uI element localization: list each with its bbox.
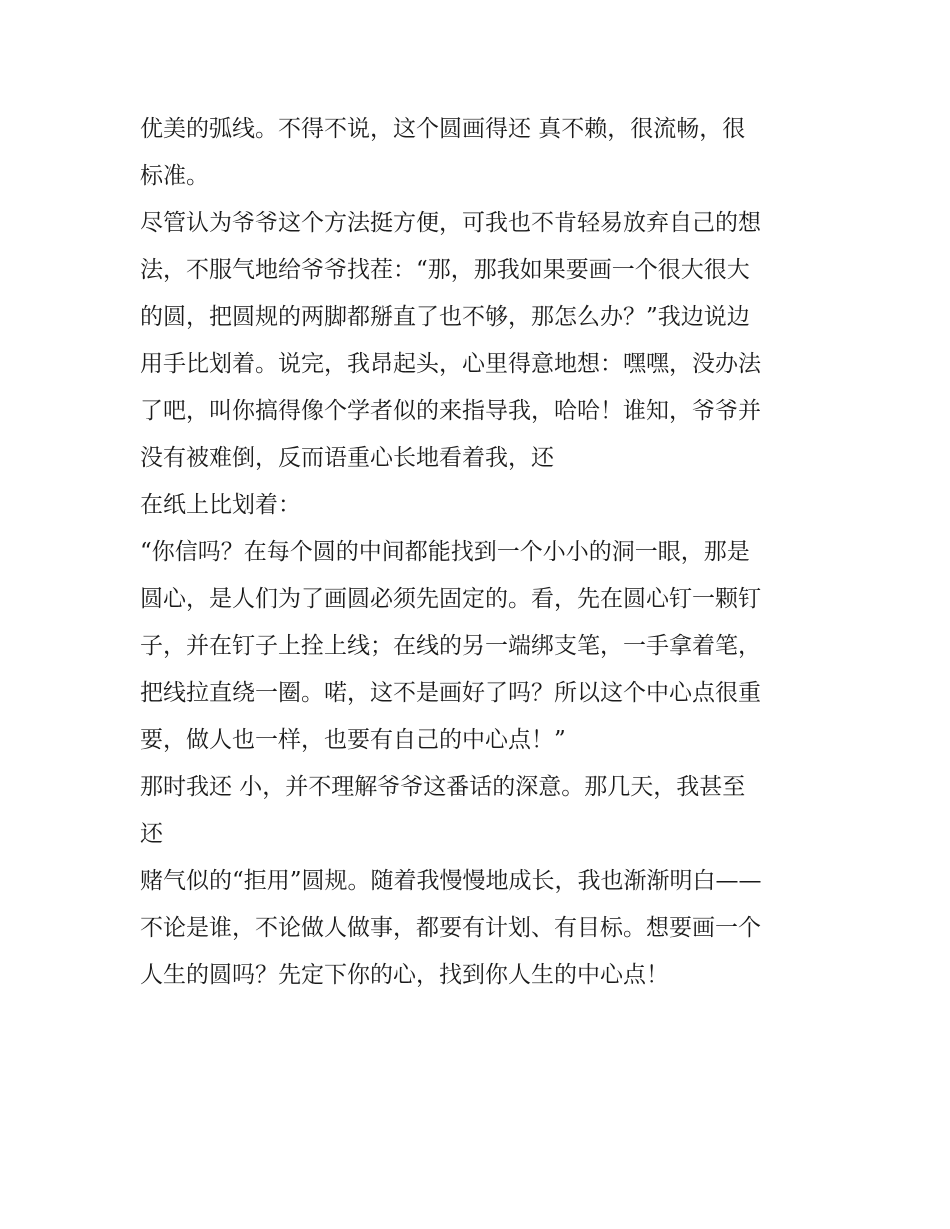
text-line-6: 用手比划着。说完，我昂起头，心里得意地想：嘿嘿，没办法 [140,351,761,377]
text-line-15: 那时我还 小，并不理解爷爷这番话的深意。那几天，我甚至 [140,774,746,800]
text-line-7: 了吧，叫你搞得像个学者似的来指导我，哈哈！谁知，爷爷并 [140,398,761,424]
text-line-1: 优美的弧线。不得不说，这个圆画得还 真不赖，很流畅，很 [140,116,746,142]
text-line-13: 把线拉直绕一圈。喏，这不是画好了吗？所以这个中心点很重 [140,680,761,706]
text-line-14: 要，做人也一样，也要有自己的中心点！” [140,727,566,753]
text-line-18: 不论是谁，不论做人做事，都要有计划、有目标。想要画一个 [140,915,761,941]
text-line-3: 尽管认为爷爷这个方法挺方便，可我也不肯轻易放弃自己的想 [140,210,761,236]
text-line-9: 在纸上比划着： [140,492,301,518]
text-line-5: 的圆，把圆规的两脚都掰直了也不够，那怎么办？”我边说边 [140,304,750,330]
text-line-19: 人生的圆吗？先定下你的心，找到你人生的中心点！ [140,962,669,988]
text-line-2: 标准。 [140,163,209,189]
text-line-12: 子，并在钉子上拴上线；在线的另一端绑支笔，一手拿着笔， [140,633,761,659]
text-line-17: 赌气似的“拒用”圆规。随着我慢慢地成长，我也渐渐明白—— [140,868,762,894]
body-text [140,106,820,999]
text-line-8: 没有被难倒，反而语重心长地看着我，还 [140,445,554,471]
text-line-10: “你信吗？在每个圆的中间都能找到一个小小的洞一眼，那是 [140,539,750,565]
text-line-11: 圆心，是人们为了画圆必须先固定的。看，先在圆心钉一颗钉 [140,586,761,612]
text-line-16: 还 [140,821,163,847]
text-line-4: 法，不服气地给爷爷找茬：“那，那我如果要画一个很大很大 [140,257,750,283]
